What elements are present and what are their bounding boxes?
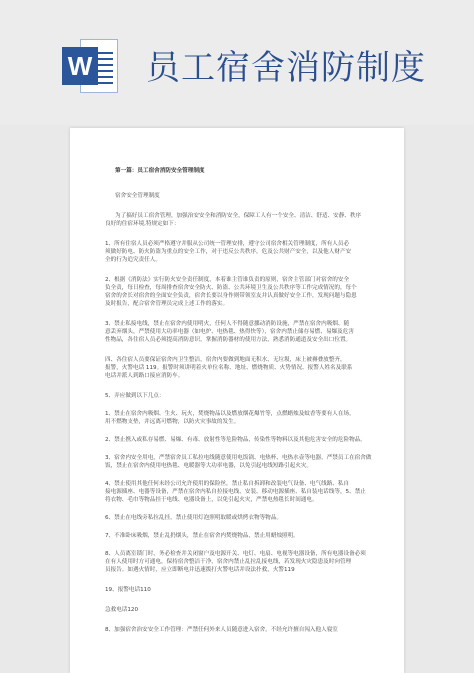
paragraph-line: 在有人使用时方可通电，保持宿舍整洁干净，宿舍内禁止乱拉乱接电线，若发现火灾隐患及时向管理 <box>105 559 352 565</box>
paragraph-line: 8、人员离室锁门时，务必检查并关闭窗户及电源开关、电灯、电扇、电视等电器设备，所有电器设备必须 <box>105 551 366 557</box>
paragraph-line: 为了搞好员工宿舍管理，加强治安安全和消防安全，保障工人有一个安全、清洁、舒适、安静、秩序 <box>115 213 362 219</box>
paragraph-line: 6、禁止在电线旁私拉乱挂，禁止使用灯泡照明取暖或烘烤衣物等物品。 <box>105 515 282 521</box>
paragraph-line: 电话并派人到路口接应消防车。 <box>105 373 184 379</box>
paragraph-line: 负全责，每日检查，每周排查宿舍安全防火、防盗、公共环境卫生及公共秩序等工作完成情况的，每个 <box>105 285 357 291</box>
paragraph-line: 及时报告，配合宿舍管理员完成上述工作的落实。 <box>105 301 229 307</box>
section-title: 第一篇：员工宿舍消防安全管理制度 <box>115 168 205 174</box>
paragraph-line: 1、所有住宿人员必须严格遵守并服从公司统一管理安排，遵守公司宿舍相关管理制度，所有人员必 <box>105 241 350 247</box>
paragraph-line: 宿舍安全管理制度 <box>115 193 160 199</box>
paragraph-line: 报警，火警电话 119。报警时须讲明着火单位名称、地址、燃烧物质、火势情况、报警人姓名及联系 <box>105 365 353 371</box>
paragraph-line: 4、禁止使用其他任何未经公司允许使用的保险丝，禁止私自拆卸和改装电气设备、电气线路、私自 <box>105 481 350 487</box>
paragraph-line: 急救电话120 <box>105 607 139 613</box>
paragraph-line: 8、加强宿舍治安安全工作管理：严禁任何外来人员随意进入宿舍，不经允许擅自闯入他人寝室 <box>105 627 338 633</box>
paragraph-line: 5、弄应做到以下几点： <box>105 393 165 399</box>
paragraph-line: 用不燃物支垫，并远离可燃物，以防火灾事故的发生。 <box>105 419 240 425</box>
paragraph-line: 员报告。如遇火情时，应立即断电并迅速拨打火警电话并设法扑救，火警119 <box>105 567 295 573</box>
paragraph-line: 19、报警电话110 <box>105 587 151 593</box>
paragraph-line: 全的行为追究责任人。 <box>105 257 161 263</box>
word-icon-letter: W <box>67 51 93 81</box>
paragraph-line: 7、不准卧床吸烟，禁止乱扔烟头，禁止在宿舍内焚烧物品，禁止用蜡烛照明。 <box>105 533 299 539</box>
paragraph-line: 须做好防电、防火防盗为重点的安全工作，对于违反公共秩序，危及公共财产安全，以及他人财产安 <box>105 249 352 255</box>
paragraph-line: 性物品，各住宿人员必须提高消防意识，掌握消防器材的使用方法，熟悉消防通道及安全出口位置。 <box>105 337 352 343</box>
paragraph-line: 2、根据《消防法》实行防火安全责任制度，本着谁主管谁负责的原则，宿舍主管部门对宿舍的安全 <box>105 277 350 283</box>
paragraph-line: 良好的住宿环境,特规定如下： <box>105 221 180 227</box>
paragraph-line: 接电源插座、电器等设备，严禁在宿舍内私自拉接电线、安装、移动电源插座、私自装电话线等，5、禁止 <box>105 489 366 495</box>
paragraph-line: 1、禁止在宿舍内吸烟、生火、玩火，焚烧物品以及燃放烟花爆竹等，点燃蜡烛及蚊香等要有人在场， <box>105 411 355 417</box>
document-page <box>70 128 404 673</box>
paragraph-line: 将衣物、毛巾等物品挂于电线、电器设备上，以免引起火灾，严禁电热毯长时间通电。 <box>105 497 318 503</box>
document-header <box>0 0 474 125</box>
paragraph-line: 四、各住宿人员要保证宿舍内卫生整洁，宿舍内要做到地面无积水、无垃圾，床上被褥叠放整齐， <box>105 357 346 363</box>
document-title: 员工宿舍消防制度 <box>146 48 426 88</box>
word-icon <box>62 37 120 95</box>
paragraph-line: 饭，禁止在宿舍内使用电热毯、电暖器等大功率电器，以免引起电线短路引起火灾。 <box>105 463 312 469</box>
paragraph-line: 3、禁止私接电线，禁止在宿舍内使用明火，任何人不得随意挪动消防设施，严禁在宿舍内吸烟、随 <box>105 321 350 327</box>
paragraph-line: 3、宿舍内安全用电，严禁宿舍员工私拉电线随意使用电饭锅、电热杯、电热水壶等电器，严禁员工在宿舍做 <box>105 455 372 461</box>
paragraph-line: 宿舍的舍长对宿舍的全面安全负责，宿舍长要以身作则带领室友并认真做好安全工作，发现问题与隐患 <box>105 293 357 299</box>
paragraph-line: 2、禁止携入或私存易燃、易爆、有毒、放射性等危险物品，传染性等物料以及其他危害安全的危险物品。 <box>105 437 366 443</box>
paragraph-line: 意丢弃烟头，严禁使用大功率电器（如电炉、电热毯、热得快等），宿舍内禁止储存易燃、易爆及危害 <box>105 329 354 335</box>
